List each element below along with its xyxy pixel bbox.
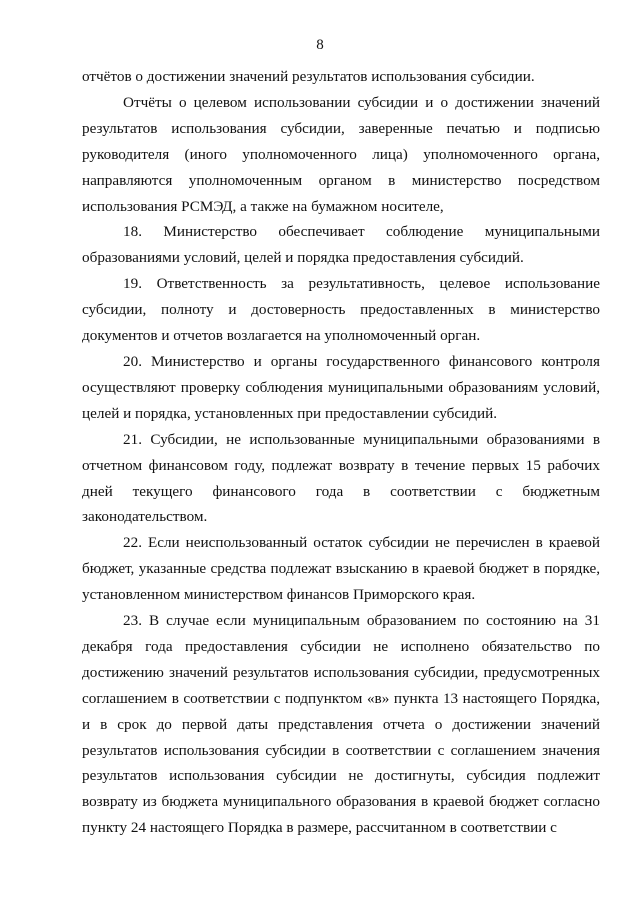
paragraph-22: 22. Если неиспользованный остаток субсидии не перечислен в краевой бюджет, указанные средства подлежат взысканию в краевой бюджет в порядке, установленном министерством финансов Приморского края. xyxy=(82,534,600,604)
paragraph-18: 18. Министерство обеспечивает соблюдение муниципальными образованиями условий, целей и порядка предоставления субсидий. xyxy=(82,223,600,267)
document-body xyxy=(82,64,600,841)
paragraph-continuation: отчётов о достижении значений результатов использования субсидии. xyxy=(82,68,535,85)
paragraph-23: 23. В случае если муниципальным образованием по состоянию на 31 декабря года предоставления субсидии не исполнено обязательство по достижению значений результатов использования субсидии, предусмотренных соглашением в соответствии с подпунктом «в» пункта 13 настоящего Порядка, и в срок до первой даты представления отчета о достижении значений результатов использования субсидии в соответствии с соглашением значения результатов использования субсидии не достигнуты, субсидия подлежит возврату из бюджета муниципального образования в краевой бюджет согласно пункту 24 настоящего Порядка в размере, рассчитанном в соответствии с xyxy=(82,612,600,837)
paragraph-21: 21. Субсидии, не использованные муниципальными образованиями в отчетном финансовом году, подлежат возврату в течение первых 15 рабочих дней текущего финансового года в соответствии с бюджетным законодательством. xyxy=(82,430,600,526)
page-number: 8 xyxy=(316,37,324,53)
paragraph-reports: Отчёты о целевом использовании субсидии и о достижении значений результатов использования субсидии, заверенные печатью и подписью руководителя (иного уполномоченного лица) уполномоченного органа, направляются уполномоченным органом в министерство посредством использования РСМЭД, а также на бумажном носителе, xyxy=(82,93,600,215)
paragraph-20: 20. Министерство и органы государственного финансового контроля осуществляют проверку соблюдения муниципальными образованиям условий, целей и порядка, установленных при предоставлении субсидий. xyxy=(82,352,600,422)
paragraph-19: 19. Ответственность за результативность, целевое использование субсидии, полноту и достоверность предоставленных в министерство документов и отчетов возлагается на уполномоченный орган. xyxy=(82,275,600,345)
